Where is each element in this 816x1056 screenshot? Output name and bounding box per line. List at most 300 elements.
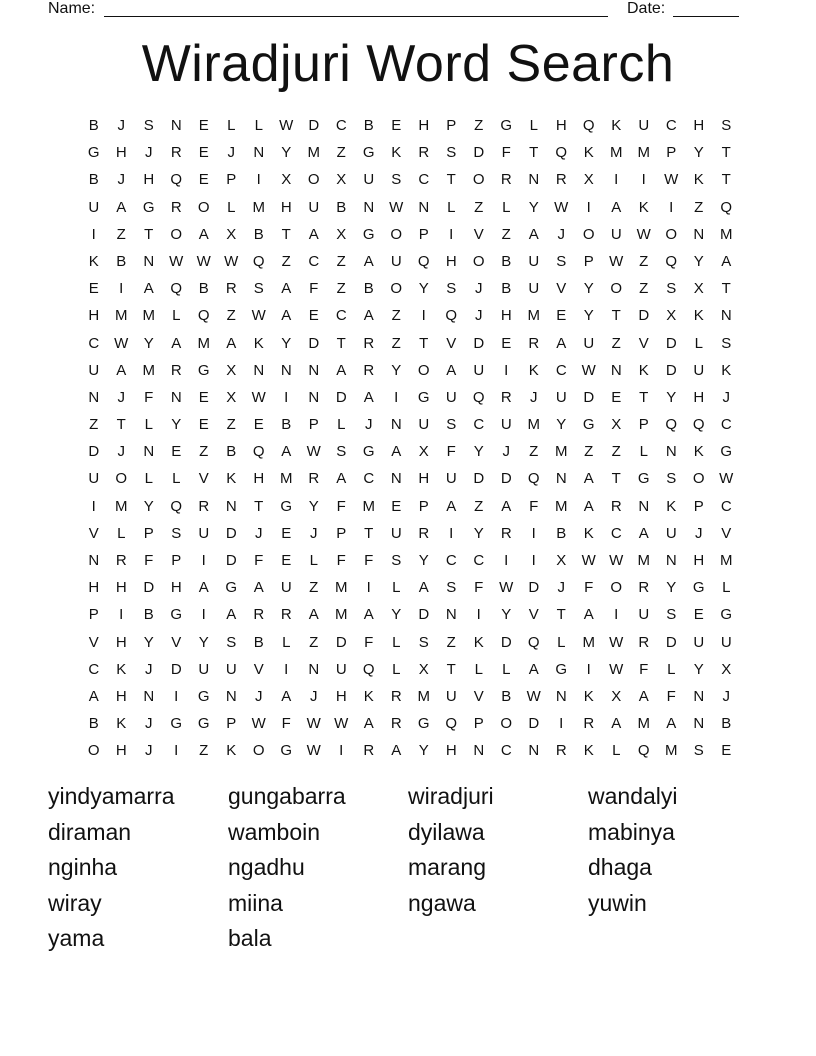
grid-letter: B — [501, 280, 512, 298]
grid-letter: T — [529, 144, 539, 162]
grid-letter: L — [557, 633, 566, 651]
grid-letter: H — [115, 633, 127, 651]
grid-letter: K — [226, 742, 237, 760]
grid-letter: Z — [611, 443, 621, 461]
grid-letter: I — [586, 660, 591, 678]
grid-letter: U — [473, 361, 485, 379]
grid-letter: T — [144, 225, 154, 243]
grid-letter: B — [198, 280, 209, 298]
grid-letter: C — [445, 552, 457, 569]
grid-letter: I — [91, 497, 96, 515]
grid-letter: I — [119, 606, 124, 624]
grid-letter: N — [665, 552, 677, 569]
grid-letter: Z — [639, 280, 649, 298]
grid-letter: I — [339, 742, 344, 760]
grid-letter: T — [721, 280, 731, 298]
grid-letter: A — [281, 280, 292, 298]
grid-letter: B — [556, 524, 567, 542]
grid-letter: X — [226, 388, 237, 406]
grid-letter: S — [721, 117, 732, 134]
grid-letter: A — [446, 497, 457, 515]
grid-letter: D — [528, 579, 540, 597]
grid-letter: E — [171, 443, 182, 461]
grid-letter: G — [280, 742, 293, 760]
grid-letter: J — [557, 225, 565, 243]
grid-letter: C — [665, 117, 677, 134]
grid-letter: I — [614, 606, 619, 624]
grid-letter: J — [145, 660, 153, 678]
grid-letter: F — [144, 552, 154, 569]
grid-letter: L — [337, 416, 346, 434]
grid-letter: G — [720, 443, 733, 461]
grid-letter: J — [310, 687, 318, 705]
grid-letter: N — [253, 144, 265, 162]
name-blank-line — [104, 0, 608, 17]
grid-letter: K — [88, 252, 99, 270]
grid-letter: T — [364, 524, 374, 542]
grid-letter: B — [226, 443, 237, 461]
grid-letter: Z — [391, 334, 401, 352]
grid-letter: H — [693, 552, 705, 569]
grid-letter: R — [390, 715, 402, 733]
grid-letter: Y — [693, 660, 704, 678]
grid-letter: M — [637, 552, 650, 569]
grid-letter: J — [145, 715, 153, 733]
grid-letter: G — [500, 117, 513, 134]
grid-letter: V — [88, 633, 99, 651]
date-label: Date: — [627, 0, 666, 17]
word-list-item: nginha — [48, 854, 118, 880]
grid-letter: V — [473, 687, 484, 705]
grid-letter: U — [693, 633, 705, 651]
grid-letter: B — [116, 252, 127, 270]
grid-letter: D — [473, 334, 485, 352]
grid-letter: M — [720, 552, 733, 569]
grid-letter: P — [143, 524, 154, 542]
grid-letter: D — [638, 307, 650, 325]
grid-letter: F — [474, 579, 484, 597]
grid-letter: T — [639, 388, 649, 406]
grid-letter: Q — [170, 171, 183, 189]
grid-letter: H — [170, 579, 182, 597]
grid-letter: V — [198, 470, 209, 488]
grid-letter: P — [418, 497, 429, 515]
grid-letter: I — [91, 225, 96, 243]
grid-letter: M — [142, 361, 155, 379]
grid-letter: R — [170, 361, 182, 379]
grid-letter: Y — [281, 334, 292, 352]
grid-letter: R — [528, 334, 540, 352]
grid-letter: P — [336, 524, 347, 542]
grid-letter: T — [254, 497, 264, 515]
grid-letter: K — [253, 334, 264, 352]
grid-letter: M — [115, 497, 128, 515]
grid-letter: W — [719, 470, 734, 488]
grid-letter: O — [610, 579, 623, 597]
grid-letter: N — [225, 687, 237, 705]
grid-letter: W — [196, 252, 211, 270]
grid-letter: X — [336, 225, 347, 243]
grid-letter: X — [556, 552, 567, 569]
grid-letter: A — [583, 497, 594, 515]
grid-letter: N — [665, 443, 677, 461]
grid-letter: R — [500, 388, 512, 406]
grid-letter: L — [447, 198, 456, 216]
grid-letter: U — [693, 361, 705, 379]
grid-letter: J — [310, 524, 318, 542]
grid-letter: W — [609, 252, 624, 270]
word-list-item: gungabarra — [228, 783, 346, 809]
grid-letter: R — [555, 742, 567, 760]
grid-letter: Z — [199, 742, 209, 760]
grid-letter: K — [473, 633, 484, 651]
grid-letter: I — [394, 388, 399, 406]
grid-letter: S — [666, 470, 677, 488]
grid-letter: Y — [171, 416, 182, 434]
grid-letter: W — [251, 307, 266, 325]
grid-letter: L — [502, 660, 511, 678]
grid-letter: P — [638, 416, 649, 434]
grid-letter: R — [198, 497, 210, 515]
grid-letter: Q — [472, 388, 485, 406]
grid-letter: I — [174, 742, 179, 760]
grid-letter: L — [392, 660, 401, 678]
grid-letter: F — [364, 633, 374, 651]
grid-letter: Z — [474, 497, 484, 515]
grid-letter: U — [280, 579, 292, 597]
grid-letter: U — [88, 198, 100, 216]
grid-letter: A — [583, 606, 594, 624]
grid-letter: K — [116, 660, 127, 678]
grid-letter: U — [198, 524, 210, 542]
grid-letter: T — [721, 144, 731, 162]
grid-letter: U — [445, 388, 457, 406]
grid-letter: A — [281, 307, 292, 325]
grid-letter: H — [693, 117, 705, 134]
grid-letter: N — [308, 388, 320, 406]
grid-letter: P — [226, 715, 237, 733]
grid-letter: Y — [501, 606, 512, 624]
word-list-item: wiray — [48, 889, 102, 916]
grid-letter: N — [170, 117, 182, 134]
grid-letter: J — [117, 388, 125, 406]
grid-letter: D — [500, 470, 512, 488]
grid-letter: Y — [583, 280, 594, 298]
grid-letter: R — [280, 606, 292, 624]
grid-letter: N — [445, 606, 457, 624]
grid-letter: G — [555, 660, 568, 678]
grid-letter: S — [693, 742, 704, 760]
grid-letter: J — [365, 416, 373, 434]
grid-letter: W — [334, 715, 349, 733]
grid-letter: E — [198, 171, 209, 189]
grid-letter: N — [720, 307, 732, 325]
grid-letter: Z — [474, 198, 484, 216]
grid-letter: E — [308, 307, 319, 325]
grid-letter: A — [501, 497, 512, 515]
grid-letter: A — [611, 715, 622, 733]
grid-letter: D — [225, 552, 237, 569]
grid-letter: C — [720, 497, 732, 515]
grid-letter: U — [198, 660, 210, 678]
grid-letter: H — [280, 198, 292, 216]
grid-letter: R — [555, 171, 567, 189]
grid-letter: Y — [693, 144, 704, 162]
grid-letter: A — [198, 579, 209, 597]
grid-letter: O — [472, 171, 485, 189]
grid-letter: E — [198, 144, 209, 162]
grid-letter: Q — [445, 307, 458, 325]
grid-letter: Z — [89, 416, 99, 434]
grid-letter: T — [116, 416, 126, 434]
grid-letter: N — [170, 388, 182, 406]
grid-letter: M — [142, 307, 155, 325]
grid-letter: A — [88, 687, 99, 705]
grid-letter: Q — [637, 742, 650, 760]
grid-letter: K — [638, 198, 649, 216]
grid-letter: J — [227, 144, 235, 162]
grid-letter: X — [226, 361, 237, 379]
grid-letter: J — [502, 443, 510, 461]
grid-letter: I — [669, 198, 674, 216]
grid-letter: C — [335, 307, 347, 325]
grid-letter: I — [586, 198, 591, 216]
grid-letter: A — [171, 334, 182, 352]
grid-letter: I — [201, 606, 206, 624]
grid-letter: O — [610, 280, 623, 298]
grid-letter: K — [528, 361, 539, 379]
word-list-item: dyilawa — [408, 818, 485, 845]
grid-letter: H — [115, 144, 127, 162]
grid-letter: K — [666, 497, 677, 515]
word-list-item: yuwin — [588, 889, 647, 916]
grid-letter: K — [583, 144, 594, 162]
grid-letter: B — [363, 280, 374, 298]
grid-letter: A — [391, 742, 402, 760]
grid-letter: L — [282, 633, 291, 651]
grid-letter: Y — [528, 198, 539, 216]
grid-letter: D — [308, 334, 320, 352]
grid-letter: V — [88, 524, 99, 542]
grid-letter: M — [665, 742, 678, 760]
grid-letter: R — [500, 524, 512, 542]
grid-letter: F — [309, 280, 319, 298]
grid-letter: Z — [694, 198, 704, 216]
grid-letter: U — [390, 252, 402, 270]
grid-letter: A — [116, 198, 127, 216]
grid-letter: N — [390, 470, 402, 488]
grid-letter: K — [693, 171, 704, 189]
grid-letter: Q — [252, 252, 265, 270]
grid-letter: T — [419, 334, 429, 352]
grid-letter: J — [145, 144, 153, 162]
grid-letter: B — [88, 171, 99, 189]
grid-letter: A — [556, 334, 567, 352]
grid-letter: S — [556, 252, 567, 270]
grid-letter: Z — [336, 280, 346, 298]
grid-letter: N — [143, 252, 155, 270]
grid-letter: H — [445, 742, 457, 760]
grid-letter: L — [667, 660, 676, 678]
grid-letter: A — [253, 579, 264, 597]
grid-letter: K — [583, 742, 594, 760]
grid-letter: M — [555, 497, 568, 515]
grid-letter: W — [636, 225, 651, 243]
grid-letter: F — [446, 443, 456, 461]
grid-letter: A — [363, 606, 374, 624]
grid-letter: Z — [391, 307, 401, 325]
grid-letter: H — [115, 687, 127, 705]
grid-letter: A — [226, 606, 237, 624]
grid-letter: S — [226, 633, 237, 651]
grid-letter: J — [255, 524, 263, 542]
grid-letter: L — [612, 742, 621, 760]
grid-letter: O — [197, 198, 210, 216]
grid-letter: Y — [666, 388, 677, 406]
grid-letter: C — [555, 361, 567, 379]
grid-letter: K — [363, 687, 374, 705]
grid-letter: R — [363, 334, 375, 352]
grid-letter: Y — [473, 524, 484, 542]
grid-letter: M — [307, 144, 320, 162]
grid-letter: M — [197, 334, 210, 352]
grid-letter: V — [253, 660, 264, 678]
grid-letter: B — [281, 416, 292, 434]
grid-letter: B — [253, 225, 264, 243]
grid-letter: Q — [582, 117, 595, 134]
grid-letter: G — [280, 497, 293, 515]
grid-letter: A — [281, 687, 292, 705]
grid-letter: F — [584, 579, 594, 597]
grid-letter: D — [665, 633, 677, 651]
grid-letter: V — [171, 633, 182, 651]
grid-letter: D — [528, 715, 540, 733]
grid-letter: I — [449, 524, 454, 542]
grid-letter: Z — [474, 117, 484, 134]
grid-letter: Q — [362, 660, 375, 678]
grid-letter: W — [306, 715, 321, 733]
grid-letter: E — [501, 334, 512, 352]
grid-letter: U — [445, 470, 457, 488]
grid-letter: J — [475, 280, 483, 298]
grid-letter: G — [362, 225, 375, 243]
grid-letter: S — [446, 280, 457, 298]
grid-letter: A — [583, 470, 594, 488]
word-list-item: bala — [228, 925, 272, 951]
word-list-item: wandalyi — [588, 783, 678, 809]
grid-letter: P — [88, 606, 99, 624]
grid-letter: I — [366, 579, 371, 597]
grid-letter: X — [583, 171, 594, 189]
grid-letter: D — [335, 388, 347, 406]
grid-letter: M — [637, 715, 650, 733]
grid-letter: U — [528, 252, 540, 270]
grid-letter: D — [143, 579, 155, 597]
grid-letter: I — [201, 552, 206, 569]
grid-letter: N — [693, 687, 705, 705]
grid-letter: R — [170, 144, 182, 162]
grid-letter: Z — [226, 416, 236, 434]
grid-letter: T — [611, 307, 621, 325]
grid-letter: U — [583, 334, 595, 352]
grid-letter: M — [417, 687, 430, 705]
word-list-item: yama — [48, 925, 105, 951]
grid-letter: Y — [473, 443, 484, 461]
grid-letter: O — [252, 742, 265, 760]
grid-letter: S — [171, 524, 182, 542]
grid-letter: V — [556, 280, 567, 298]
grid-letter: I — [284, 660, 289, 678]
grid-letter: H — [88, 307, 100, 325]
grid-letter: N — [253, 361, 265, 379]
grid-letter: S — [391, 171, 402, 189]
grid-letter: L — [639, 443, 648, 461]
grid-letter: A — [418, 579, 429, 597]
grid-letter: L — [474, 660, 483, 678]
grid-letter: L — [254, 117, 263, 134]
grid-letter: Z — [639, 252, 649, 270]
grid-letter: G — [720, 606, 733, 624]
grid-letter: C — [500, 742, 512, 760]
grid-letter: V — [446, 334, 457, 352]
grid-letter: V — [638, 334, 649, 352]
grid-letter: A — [143, 280, 154, 298]
grid-letter: F — [254, 552, 264, 569]
grid-letter: W — [526, 687, 541, 705]
word-list-item: mabinya — [588, 818, 675, 845]
grid-letter: G — [362, 144, 375, 162]
grid-letter: D — [88, 443, 100, 461]
grid-letter: A — [363, 252, 374, 270]
grid-letter: J — [530, 388, 538, 406]
grid-letter: W — [499, 579, 514, 597]
grid-letter: A — [611, 198, 622, 216]
grid-letter: A — [116, 361, 127, 379]
grid-letter: Q — [720, 198, 733, 216]
letter-grid — [80, 112, 740, 765]
word-list-item: ngadhu — [228, 854, 305, 880]
grid-letter: I — [119, 280, 124, 298]
grid-letter: J — [722, 388, 730, 406]
grid-letter: A — [308, 225, 319, 243]
grid-letter: I — [641, 171, 646, 189]
grid-letter: Y — [391, 606, 402, 624]
grid-letter: H — [693, 388, 705, 406]
grid-letter: A — [528, 660, 539, 678]
grid-letter: H — [143, 171, 155, 189]
page-title: Wiradjuri Word Search — [141, 35, 675, 93]
grid-letter: Q — [665, 252, 678, 270]
grid-letter: O — [87, 742, 100, 760]
grid-letter: W — [581, 361, 596, 379]
grid-letter: O — [115, 470, 128, 488]
grid-letter: G — [197, 361, 210, 379]
grid-letter: Y — [418, 742, 429, 760]
grid-letter: I — [614, 171, 619, 189]
grid-letter: E — [198, 117, 209, 134]
grid-letter: R — [418, 524, 430, 542]
grid-letter: H — [500, 307, 512, 325]
grid-letter: F — [336, 497, 346, 515]
grid-letter: I — [174, 687, 179, 705]
grid-letter: A — [336, 361, 347, 379]
grid-letter: N — [610, 361, 622, 379]
grid-letter: A — [363, 715, 374, 733]
grid-letter: Y — [391, 361, 402, 379]
grid-letter: L — [529, 117, 538, 134]
grid-letter: R — [638, 579, 650, 597]
grid-letter: W — [581, 552, 596, 569]
